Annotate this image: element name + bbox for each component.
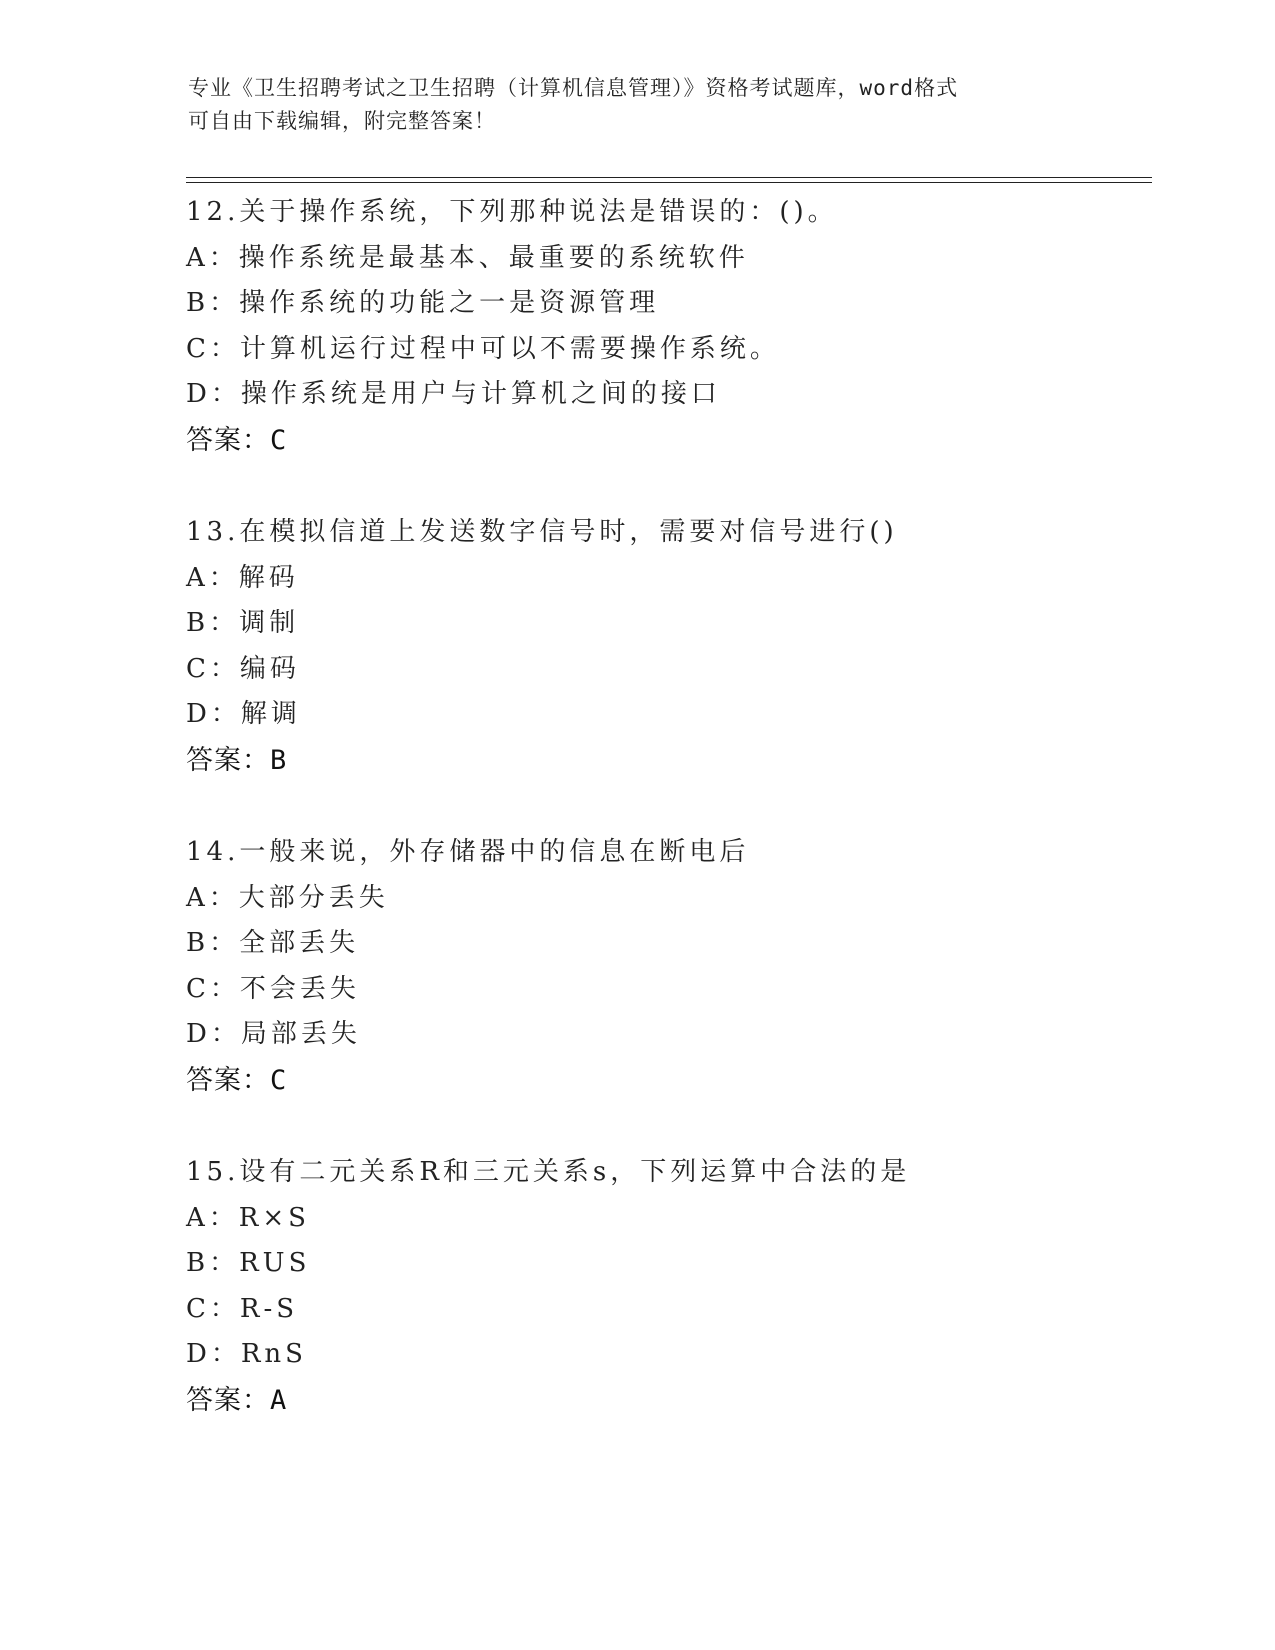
option-b: B：调制 [186, 608, 300, 639]
option-a: A：解码 [186, 562, 299, 593]
answer-line: 答案：C [186, 1064, 288, 1096]
question-stem: 15.设有二元关系R和三元关系s，下列运算中合法的是 [186, 1157, 911, 1187]
question-stem: 13.在模拟信道上发送数字信号时，需要对信号进行() [186, 517, 898, 547]
header-divider-bottom [186, 182, 1152, 183]
option-d: D：局部丢失 [186, 1019, 361, 1050]
option-b: B：RUS [186, 1248, 311, 1279]
option-d: D：解调 [186, 699, 301, 730]
question-stem: 12.关于操作系统，下列那种说法是错误的：()。 [186, 197, 838, 227]
question-13 [186, 510, 1146, 830]
document-header [188, 72, 1088, 138]
answer-line: 答案：C [186, 424, 288, 456]
option-a: A：操作系统是最基本、最重要的系统软件 [186, 242, 749, 273]
header-line-1: 专业《卫生招聘考试之卫生招聘（计算机信息管理）》资格考试题库，word格式 [188, 76, 959, 100]
option-b: B：全部丢失 [186, 928, 360, 959]
question-15 [186, 1150, 1146, 1470]
header-divider-top [186, 177, 1152, 178]
option-d: D：操作系统是用户与计算机之间的接口 [186, 379, 721, 410]
option-c: C：计算机运行过程中可以不需要操作系统。 [186, 333, 780, 364]
option-c: C：不会丢失 [186, 973, 360, 1004]
question-stem: 14.一般来说，外存储器中的信息在断电后 [186, 837, 750, 867]
question-list [186, 190, 1146, 1470]
option-c: C：R-S [186, 1293, 299, 1324]
option-d: D：RnS [186, 1339, 307, 1370]
answer-line: 答案：A [186, 1384, 288, 1416]
option-b: B：操作系统的功能之一是资源管理 [186, 288, 660, 319]
header-line-2: 可自由下载编辑，附完整答案！ [188, 109, 496, 133]
answer-line: 答案：B [186, 744, 288, 776]
option-a: A：R×S [186, 1202, 310, 1233]
option-a: A：大部分丢失 [186, 882, 389, 913]
question-12 [186, 190, 1146, 510]
question-14 [186, 830, 1146, 1150]
option-c: C：编码 [186, 653, 300, 684]
